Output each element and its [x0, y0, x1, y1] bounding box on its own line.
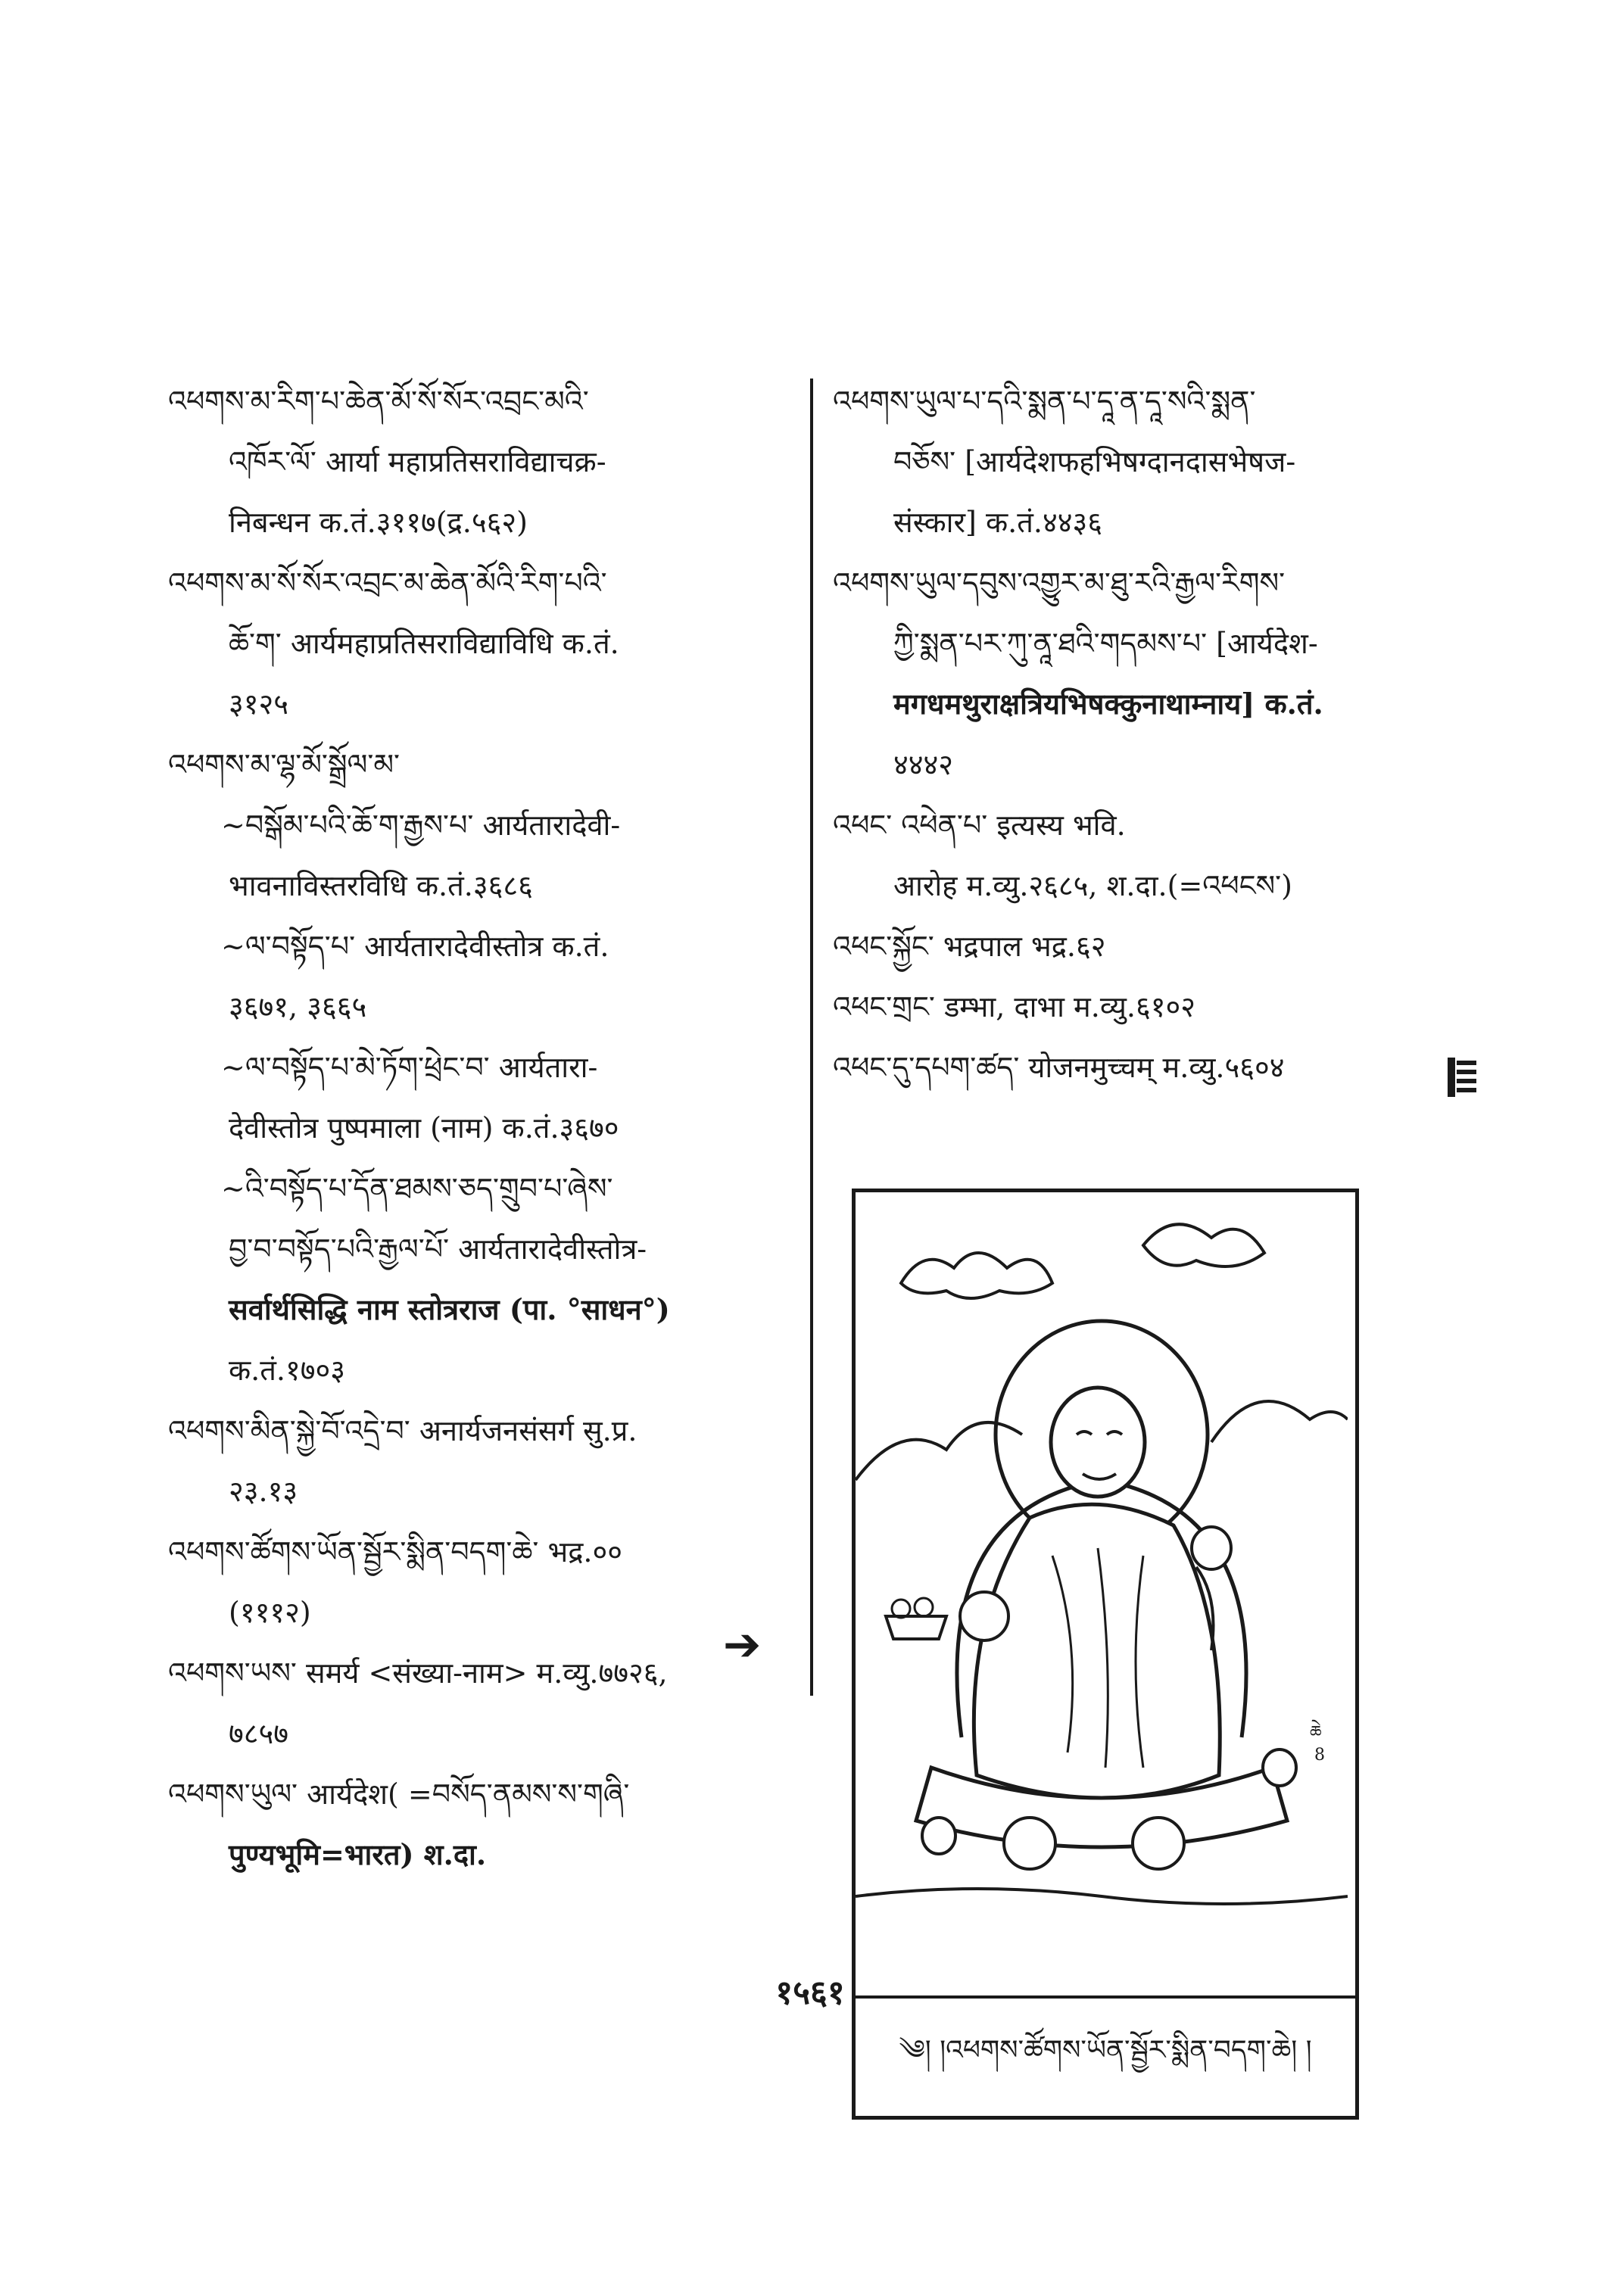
gloss-line: आरोह म.व्यु.२६८५, श.दा.(=འཕངས་)	[893, 869, 1292, 902]
headword-line: འཕགས་ཡས་ समर्य <संख्या-नाम> म.व्यु.७७२६,	[168, 1656, 668, 1690]
gloss-line: संस्कार] क.तं.४४३६	[893, 506, 1102, 539]
gloss-line: सर्वार्थसिद्धि नाम स्तोत्रराज (पा. °साधन°)	[229, 1292, 670, 1326]
headword-line: འཕགས་མ་ལྷ་མོ་སྒྲོལ་མ་	[168, 748, 401, 781]
gloss-line: मगधमथुराक्षत्रियभिषक्कुनाथाम्नाय] क.तं.	[893, 687, 1323, 721]
sub-entry	[168, 916, 812, 1037]
headword-line: ~ལ་བསྟོད་པ་མེ་ཏོག་ཕྲེང་བ་ आर्यतारा-	[221, 1051, 598, 1084]
entry	[833, 371, 1439, 553]
entry	[168, 1643, 812, 1764]
headword-line: ~འི་བསྟོད་པ་དོན་ཐམས་ཅད་གྲུབ་པ་ཞེས་	[221, 1172, 613, 1205]
entry	[168, 1764, 812, 1885]
seated-master-figure	[856, 1192, 1348, 1991]
gloss-line: ७८५७	[229, 1717, 289, 1750]
gloss-line: ཆོ་ག་ आर्यमहाप्रतिसराविद्याविधि क.तं.	[229, 627, 619, 660]
headword-line: ~ལ་བསྟོད་པ་ आर्यतारादेवीस्तोत्र क.तं.	[221, 930, 609, 963]
woodblock-illustration	[852, 1189, 1359, 2120]
sub-entry	[168, 795, 812, 916]
arrow-right-icon: ➔	[723, 1618, 762, 1671]
gloss-line: भावनाविस्तरविधि क.तं.३६८६	[229, 869, 533, 902]
entry	[833, 1037, 1439, 1098]
headword-line: འཕགས་ཡུལ་དབུས་འགྱུར་མ་ཐུ་རའི་རྒྱལ་རིགས་	[833, 566, 1286, 600]
left-column	[168, 371, 812, 1885]
entry	[168, 734, 812, 795]
headword-line: འཕགས་ཡུལ་པ་དའི་སྨན་པ་དཱ་ན་དཱ་སའི་སྨན་	[833, 385, 1256, 418]
gloss-line: ३६७१, ३६६५	[229, 990, 367, 1023]
gloss-line: ३१२५	[229, 687, 289, 721]
gloss-line: བཅོས་ [आर्यदेशफहभिषग्दानदासभेषज-	[893, 445, 1296, 478]
headword-line: འཕང་དུ་དཔག་ཚད་ योजनमुच्चम् म.व्यु.५६०४	[833, 1051, 1285, 1084]
bracket-mark-icon	[1446, 1056, 1479, 1098]
gloss-line: पुण्यभूमि=भारत) श.दा.	[229, 1837, 487, 1871]
headword-line: བྱ་བ་བསྟོད་པའི་རྒྱལ་པོ་ आर्यतारादेवीस्तोत्र-	[229, 1232, 647, 1266]
gloss-line: निबन्धन क.तं.३११७(द्र.५६२)	[229, 506, 528, 539]
gloss-line: (१११२)	[229, 1596, 311, 1629]
headword-line: ཀྱི་སྨན་པར་ཀུ་ནཱ་ཐའི་གདམས་པ་ [आर्यदेश-	[893, 627, 1318, 660]
entry	[168, 1522, 812, 1643]
headword-line: འཕགས་ཚོགས་ཡོན་སྦྱོར་སྨིན་བདག་ཆེ་ भद्र.००	[168, 1535, 622, 1569]
figure-number: 8	[1314, 1746, 1325, 1765]
entry	[168, 371, 812, 553]
right-column	[833, 371, 1439, 1098]
gloss-line: देवीस्तोत्र पुष्पमाला (नाम) क.तं.३६७०	[229, 1111, 619, 1145]
headword-line: འཕགས་མ་སོ་སོར་འབྲང་མ་ཆེན་མོའི་རིག་པའི་	[168, 566, 607, 600]
entry	[833, 553, 1439, 795]
gloss-line: २३.१३	[229, 1475, 298, 1508]
headword-line: འཕང་སྐྱོང་ भद्रपाल भद्र.६२	[833, 930, 1106, 963]
gloss-line: क.तं.१७०३	[229, 1354, 346, 1387]
entry	[833, 977, 1439, 1037]
entry	[833, 916, 1439, 977]
sub-entry	[168, 1158, 812, 1400]
entry	[168, 553, 812, 734]
entry	[168, 1400, 812, 1522]
sub-entry	[168, 1037, 812, 1158]
page-number: १५६१	[775, 1974, 845, 2012]
headword-line: འཕང་གྲང་ डम्भा, दाभा म.व्यु.६१०२	[833, 990, 1195, 1023]
illustration-caption: ༄། །འཕགས་ཚོགས་ཡོན་སྦྱོར་སྨིན་བདག་ཆེ། །	[856, 1995, 1355, 2116]
headword-line: འཕགས་ཡུལ་ आर्यदेश( =བསོད་ནམས་ས་གཞི་	[168, 1777, 630, 1811]
gloss-line: ४४४२	[893, 748, 954, 781]
gloss-line: འཁོར་ལོ་ आर्या महाप्रतिसराविद्याचक्र-	[229, 445, 606, 478]
headword-line: ~བསྒོམ་པའི་ཆོ་ག་རྒྱས་པ་ आर्यतारादेवी-	[221, 808, 621, 842]
figure-label: ཆེ	[1310, 1723, 1322, 1742]
headword-line: འཕགས་མིན་སྐྱེ་བོ་འདྲེ་བ་ अनार्यजनसंसर्ग सु.प्र.	[168, 1414, 637, 1447]
entry	[833, 795, 1439, 916]
headword-line: འཕང་ འཕེན་པ་ इत्यस्य भवि.	[833, 808, 1126, 842]
headword-line: འཕགས་མ་རིག་པ་ཆེན་མོ་སོ་སོར་འབྲང་མའི་	[168, 385, 589, 418]
